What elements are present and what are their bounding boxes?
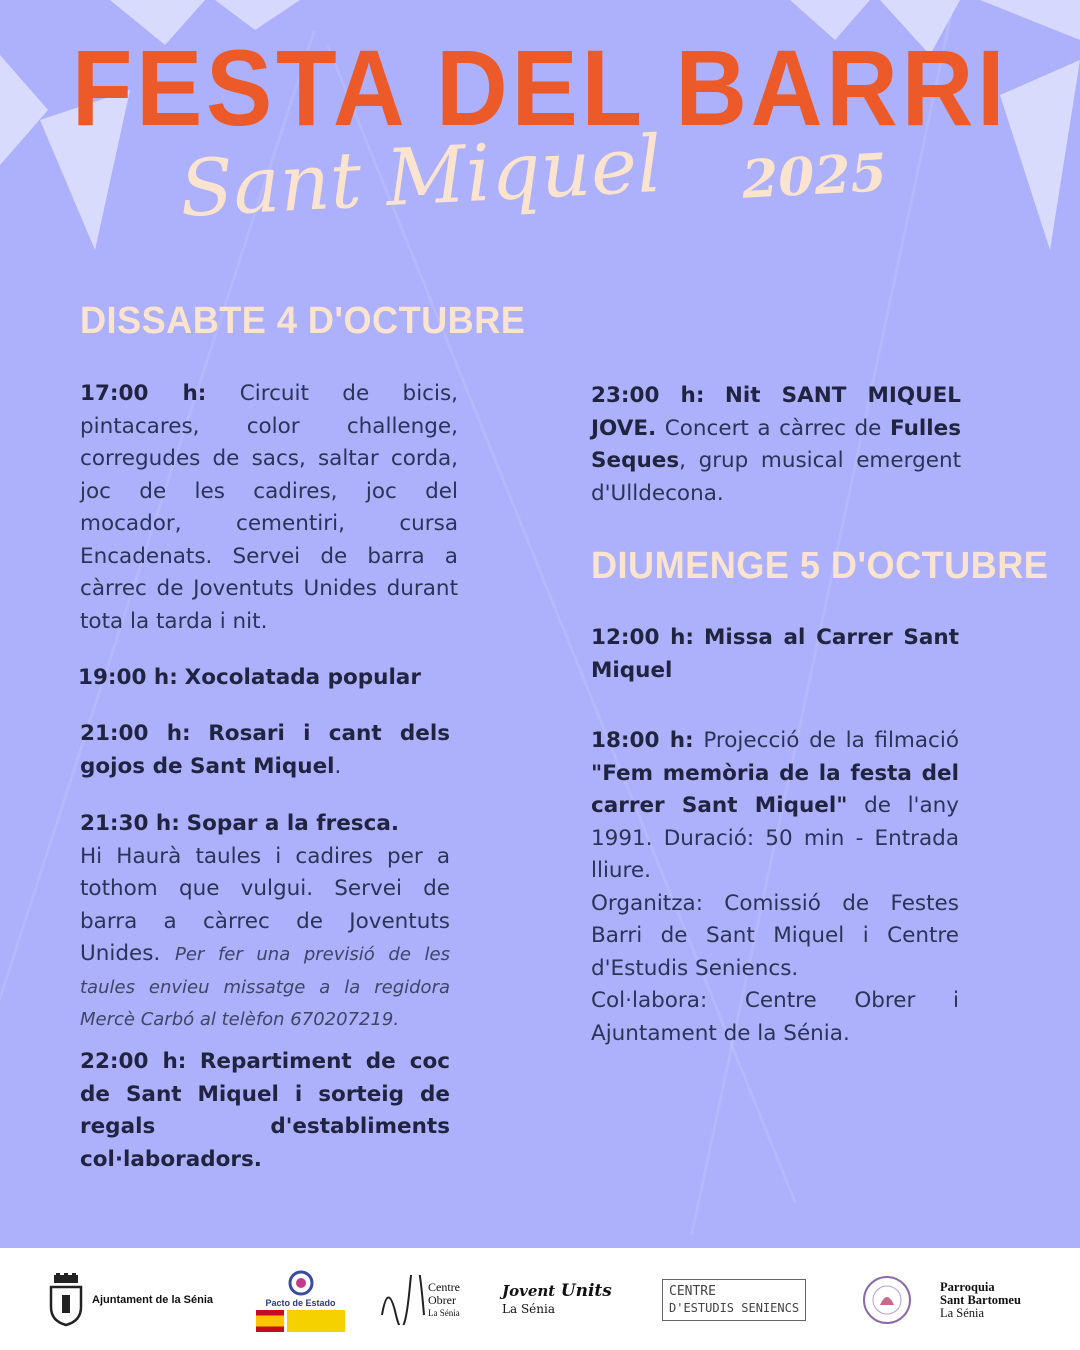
event-2100: 21:00 h: Rosari i cant dels gojos de Sant Miquel. xyxy=(80,721,451,779)
event-2300: 23:00 h: Nit SANT MIQUEL JOVE. Concert a càrrec de Fulles Seques, grup musical emergent d'Ulldecona. xyxy=(591,383,961,506)
event-1700: 17:00 h: Circuit de bicis, pintacares, color challenge, corregudes de sacs, saltar corda, joc de les cadires, joc del mocador, cementiri, cursa Encadenats. Servei de barra a càrrec de Joventuts Unides durant tota la tarda i nit. xyxy=(80,381,458,634)
spain-flag-icon xyxy=(256,1310,284,1332)
collaborator-text: Col·labora: Centre Obrer i Ajuntament de la Sénia. xyxy=(591,988,959,1046)
organizer-text: Organitza: Comissió de Festes Barri de Sant Miquel i Centre d'Estudis Seniencs. xyxy=(591,890,959,981)
parroquia-logo: Parroquia Sant Bartomeu La Sénia xyxy=(940,1279,1021,1320)
event-1900: 19:00 h: Xocolatada popular xyxy=(78,665,421,690)
event-2130: 21:30 h: Sopar a la fresca. Hi Haurà taules i cadires per a tothom que vulgui. Servei de barra a càrrec de Joventuts Unides. Per fer una previsió de les taules envieu missatge a la regidora Mercè Carbó al telèfon 670207219. xyxy=(80,811,450,1030)
event-subtitle: Sant Miquel xyxy=(177,119,665,235)
pacto-circle-icon xyxy=(286,1268,316,1298)
joventuts-unides-logo: Jovent Units La Sénia xyxy=(502,1281,612,1316)
centre-obrer-mark-icon xyxy=(378,1275,428,1325)
pacto-estado-logo: Pacto de Estado xyxy=(256,1262,345,1338)
coat-of-arms-icon xyxy=(48,1273,84,1327)
saturday-heading: DISSABTE 4 D'OCTUBRE xyxy=(80,300,526,342)
centre-obrer-logo: Centre Obrer La Sénia xyxy=(378,1262,460,1338)
event-1800: 18:00 h: Projecció de la filmació "Fem memòria de la festa del carrer Sant Miquel" de l'any 1991. Duració: 50 min - Entrada lliure. Organitza: Comissió de Festes Barri de Sant Miquel i Centre d'Estudis Seniencs. Col·labora: Centre Obrer i Ajuntament de la Sénia. xyxy=(591,728,959,1046)
centre-estudis-seniencs-logo: CENTRE D'ESTUDIS SENIENCS xyxy=(662,1262,806,1338)
event-1200: 12:00 h: Missa al Carrer Sant Miquel xyxy=(591,625,959,683)
la-senia-seal-logo xyxy=(862,1262,912,1338)
seal-icon xyxy=(862,1275,912,1325)
event-title: FESTA DEL BARRI xyxy=(71,27,1009,148)
ajuntament-logo: Ajuntament de la Sénia xyxy=(48,1262,213,1338)
sunday-heading: DIUMENGE 5 D'OCTUBRE xyxy=(591,545,1049,587)
event-year: 2025 xyxy=(740,142,889,211)
event-2200: 22:00 h: Repartiment de coc de Sant Miquel i sorteig de regals d'establiments col·laboradors. xyxy=(80,1049,451,1172)
